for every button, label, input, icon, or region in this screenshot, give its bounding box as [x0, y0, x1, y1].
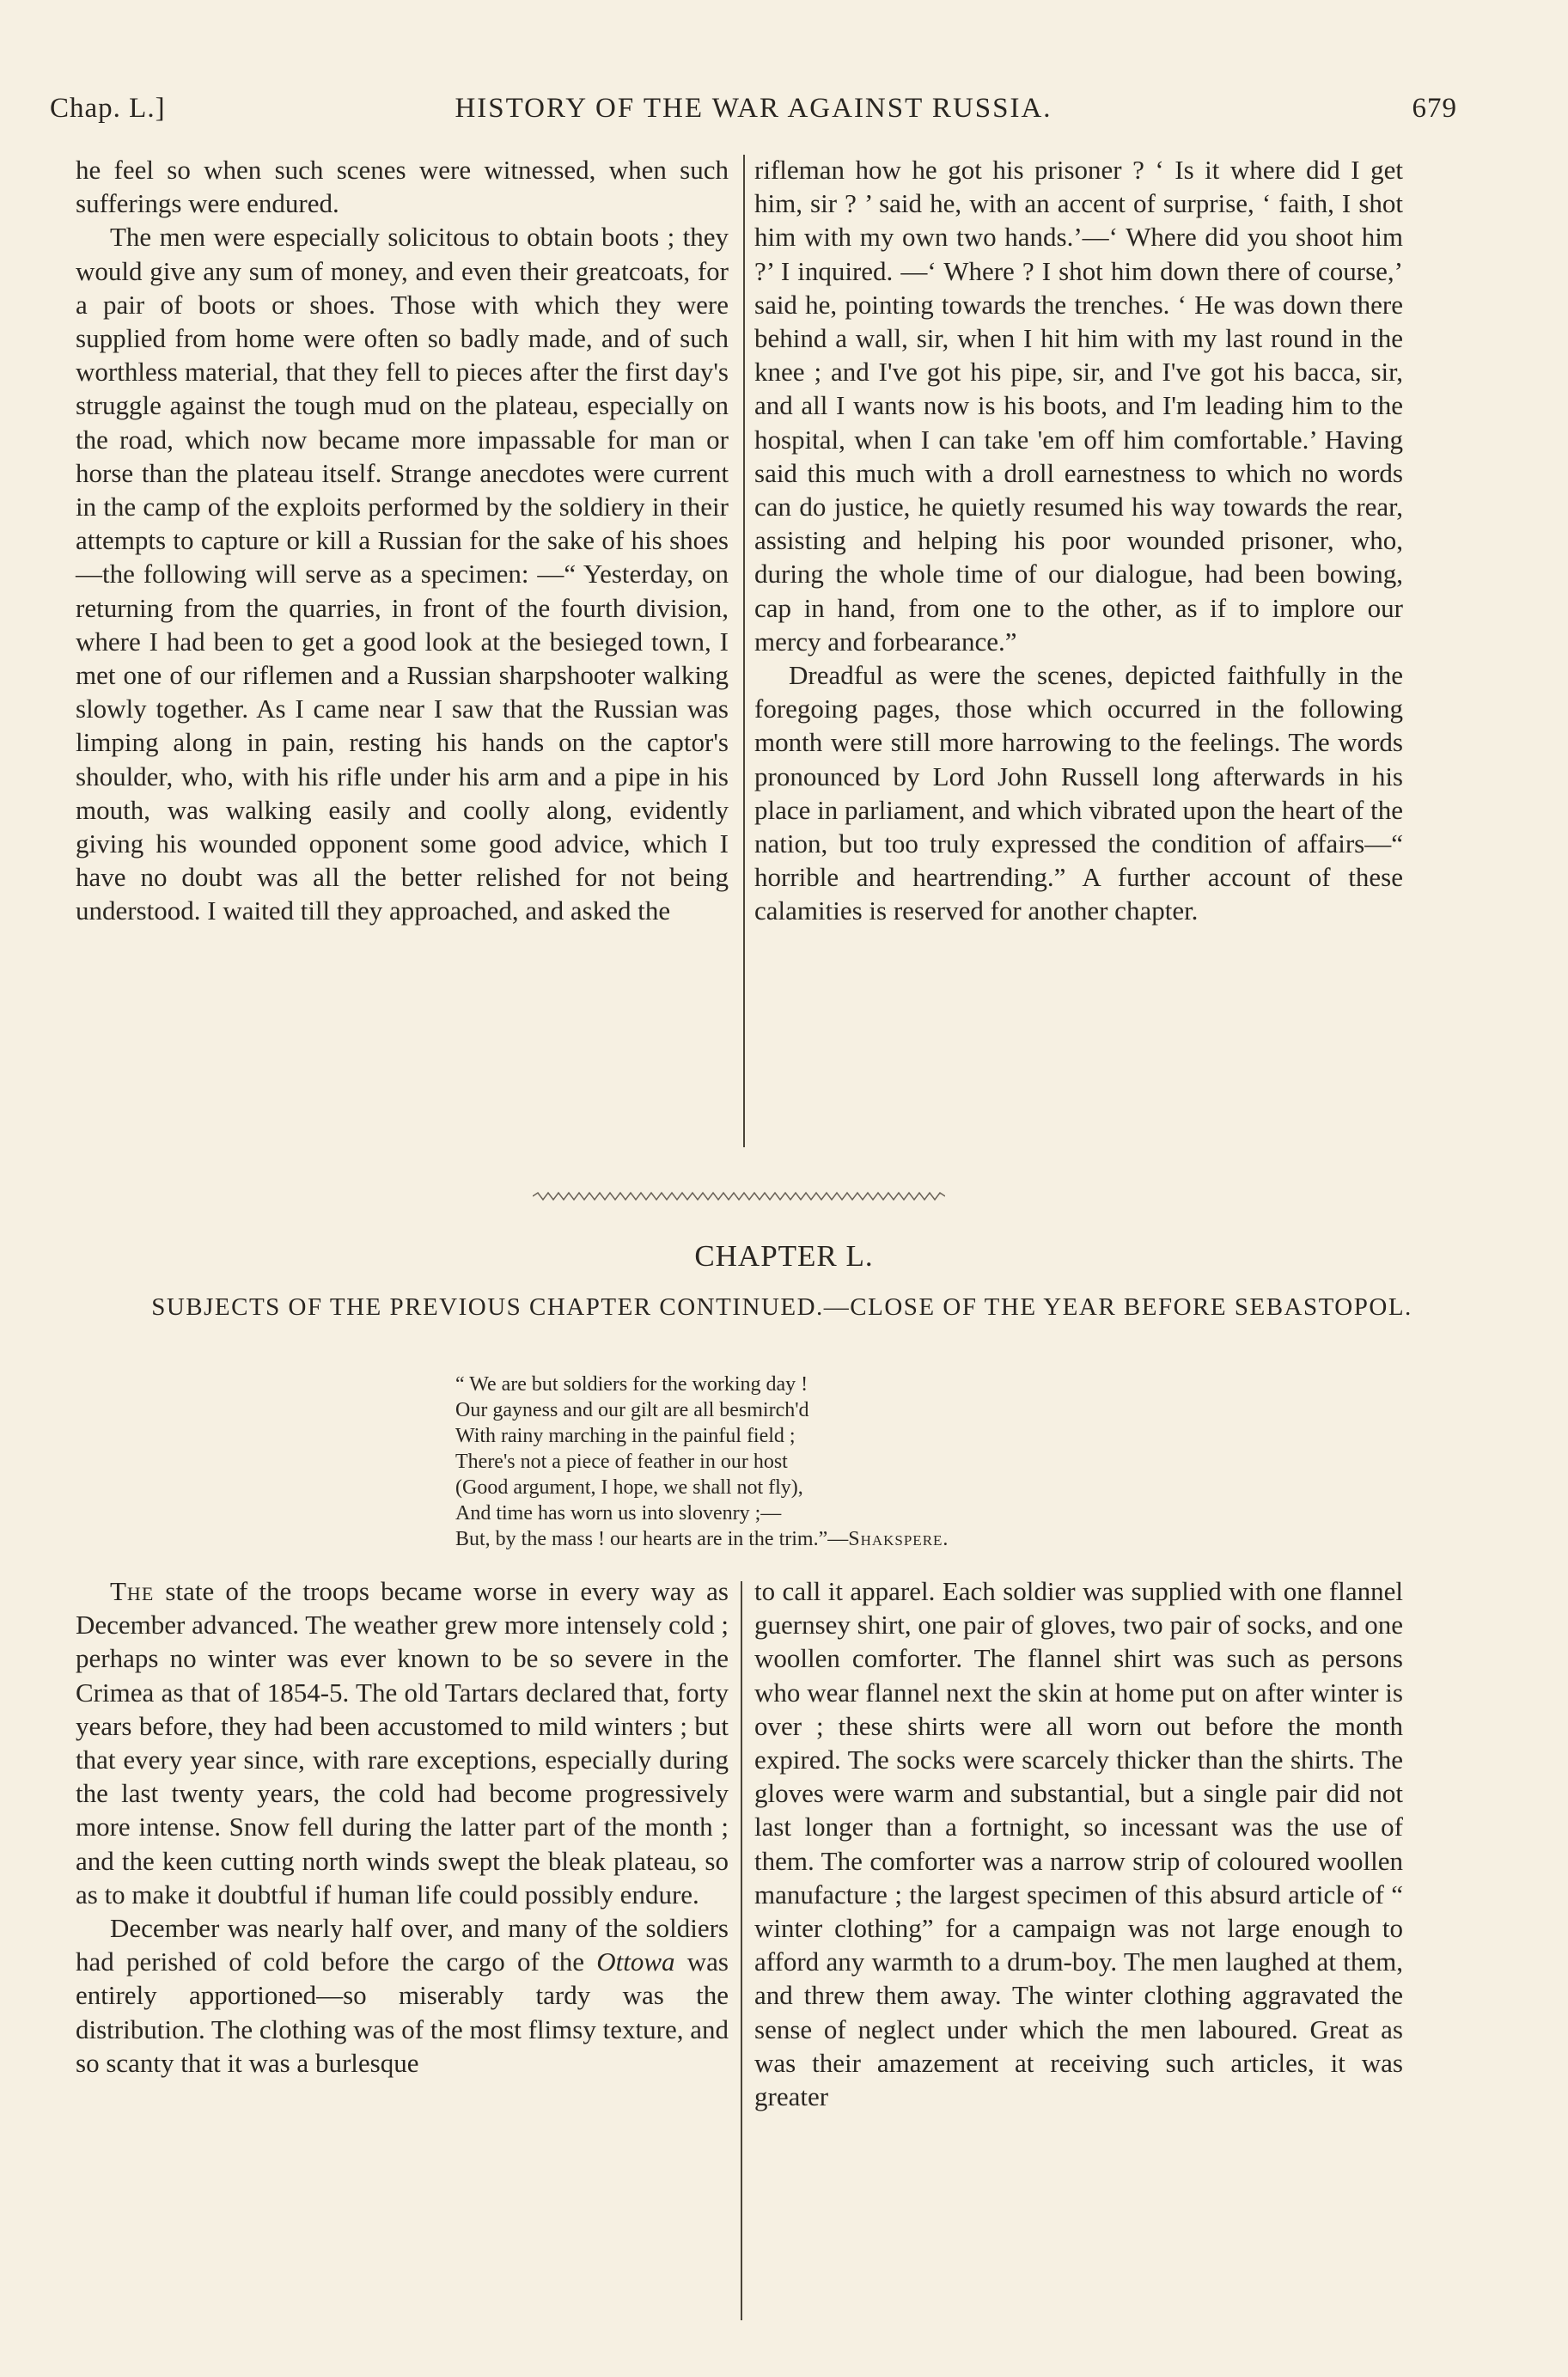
column-divider — [741, 1581, 742, 2320]
paragraph: The men were especially solicitous to obtain boots ; they would give any sum of money, and even their greatcoats, for a pair of boots or shoes. Those with which they were supplied from home were often so badly made, and of such worthless material, that they fell to pieces after the first day's struggle against the tough mud on the plateau, especially on the road, which now became more impassable for man or horse than the plateau itself. Strange anecdotes were current in the camp of the exploits performed by the soldiery in their attempts to capture or kill a Russian for the sake of his shoes—the following will serve as a specimen: —“ Yesterday, on returning from the quarries, in front of the fourth division, where I had been to get a good look at the besieged town, I met one of our riflemen and a Russian sharpshooter walking slowly together. As I came near I saw that the Russian was limping along in pain, resting his hands on the captor's shoulder, who, with his rifle under his arm and a pipe in his mouth, was walking easily and coolly along, evidently giving his wounded opponent some good advice, which I have no doubt was all the better relished for not being understood. I waited till they approached, and asked the — [76, 222, 729, 926]
chapter-subjects: SUBJECTS OF THE PREVIOUS CHAPTER CONTINUED.—CLOSE OF THE YEAR BEFORE SEBASTOPOL. — [151, 1293, 1412, 1321]
running-head — [50, 93, 1457, 131]
running-head-chapter: Chap. L.] — [50, 93, 166, 124]
verse-attribution: Shakspere. — [848, 1528, 949, 1550]
page-number: 679 — [1412, 93, 1457, 124]
paragraph: rifleman how he got his prisoner ? ‘ Is it where did I get him, sir ? ’ said he, with an accent of surprise, ‘ faith, I shot him with my own two hands.’—‘ Where did you shoot him ?’ I inquired. —‘ Where ? I shot him down there of course,’ said he, pointing towards the trenches. ‘ He was down there behind a wall, sir, when I hit him with my last round in the knee ; and I've got his pipe, sir, and I've got his bacca, sir, and all I wants now is his boots, and I'm leading him to the hospital, when I can take 'em off him comfortable.’ Having said this much with a droll earnestness to which no words can do justice, he quietly resumed his way towards the rear, assisting and helping his poor wounded prisoner, who, during the whole time of our dialogue, had been bowing, cap in hand, from one to the other, as if to implore our mercy and forbearance.” — [754, 155, 1403, 657]
verse-line: With rainy marching in the painful field ; — [455, 1425, 796, 1447]
verse-last-line — [455, 1526, 1229, 1552]
verse-line: But, by the mass ! our hearts are in the trim.”— — [455, 1528, 849, 1550]
verse-line: Our gayness and our gilt are all besmirch'd — [455, 1399, 809, 1421]
paragraph: to call it apparel. Each soldier was supplied with one flannel guernsey shirt, one pair of gloves, two pair of socks, and one woollen comforter. The flannel shirt was such as persons who wear flannel next the skin at home put on after winter is over ; these shirts were all worn out before the month expired. The socks were scarcely thicker than the shirts. The gloves were warm and substantial, but a single pair did not last longer than a fortnight, so incessant was the use of them. The comforter was a narrow strip of coloured woollen manufacture ; the largest specimen of this absurd article of “ winter clothing” for a campaign was not large enough to afford any warmth to a drum-boy. The men laughed at them, and threw them away. The winter clothing aggravated the sense of neglect under which the men laboured. Great as was their amazement at receiving such articles, it was greater — [754, 1576, 1403, 2112]
paragraph — [76, 1911, 729, 2080]
section-ornament — [533, 1190, 945, 1202]
epigraph-verse — [455, 1372, 1229, 1552]
opening-word: The — [110, 1576, 155, 1606]
ship-name: Ottowa — [596, 1946, 675, 1977]
verse-line: “ We are but soldiers for the working day ! — [455, 1373, 808, 1396]
paragraph: he feel so when such scenes were witnessed, when such sufferings were endured. — [76, 155, 729, 219]
bottom-left-column — [76, 1574, 729, 2080]
running-head-title: HISTORY OF THE WAR AGAINST RUSSIA. — [455, 93, 1052, 124]
paragraph-text: state of the troops became worse in every way as December advanced. The weather grew more intensely cold ; perhaps no winter was ever known to be so severe in the Crimea as that of 1854-5. The old Tartars declared that, forty years before, they had been accustomed to mild winters ; but that every year since, with rare exceptions, especially during the last twenty years, the cold had become progressively more intense. Snow fell during the latter part of the month ; and the keen cutting north winds swept the bleak plateau, so as to make it doubtful if human life could possibly endure. — [76, 1576, 729, 1910]
verse-line: There's not a piece of feather in our host — [455, 1451, 788, 1473]
verse-line: (Good argument, I hope, we shall not fly), — [455, 1476, 803, 1499]
paragraph-text: December was nearly half over, and many of the soldiers had perished of cold before the cargo of the — [76, 1913, 729, 1977]
paragraph-text: was entirely apportioned—so miserably tardy was the distribution. The clothing was of the most flimsy texture, and so scanty that it was a burlesque — [76, 1946, 729, 2078]
top-left-column — [76, 153, 729, 928]
chapter-heading: CHAPTER L. — [694, 1239, 874, 1273]
verse-line: And time has worn us into slovenry ;— — [455, 1502, 782, 1525]
bottom-right-column — [754, 1574, 1403, 2113]
paragraph — [76, 1574, 729, 1911]
column-divider — [743, 155, 745, 1147]
top-right-column — [754, 153, 1403, 928]
paragraph: Dreadful as were the scenes, depicted faithfully in the foregoing pages, those which occurred in the following month were still more harrowing to the feelings. The words pronounced by Lord John Russell long afterwards in his place in parliament, and which vibrated upon the heart of the nation, but too truly expressed the condition of affairs—“ horrible and heartrending.” A further account of these calamities is reserved for another chapter. — [754, 660, 1403, 926]
